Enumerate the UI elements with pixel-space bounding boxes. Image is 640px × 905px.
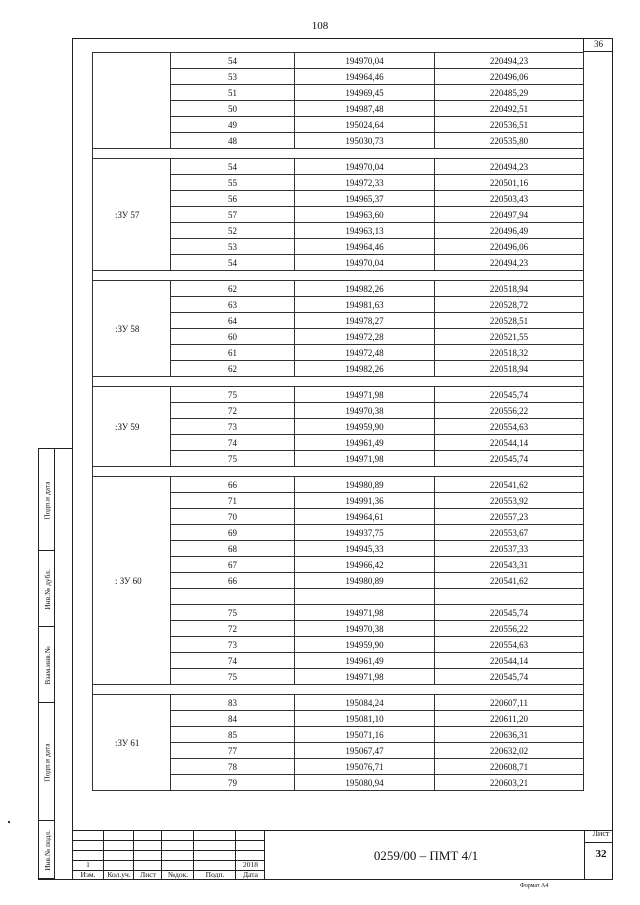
point-number: 73	[171, 637, 295, 653]
plot-label	[93, 53, 171, 149]
x-coordinate: 194970,38	[295, 403, 435, 419]
y-coordinate: 220553,92	[435, 493, 584, 509]
x-coordinate: 194961,49	[295, 653, 435, 669]
table-row	[93, 695, 584, 711]
side-label-text: Инв.№ дубл.	[42, 568, 52, 610]
x-coordinate: 194970,04	[295, 53, 435, 69]
x-coordinate: 195067,47	[295, 743, 435, 759]
point-number: 52	[171, 223, 295, 239]
separator-cell	[93, 271, 584, 281]
stamp-grid-cell	[194, 850, 236, 860]
point-number: 78	[171, 759, 295, 775]
point-number: 62	[171, 361, 295, 377]
stamp-grid-cell	[162, 860, 194, 870]
side-label-text: Подп.и дата	[42, 742, 52, 782]
x-coordinate: 194978,27	[295, 313, 435, 329]
y-coordinate: 220553,67	[435, 525, 584, 541]
y-coordinate: 220544,14	[435, 653, 584, 669]
y-coordinate: 220501,16	[435, 175, 584, 191]
y-coordinate: 220492,51	[435, 101, 584, 117]
separator-cell	[93, 685, 584, 695]
y-coordinate: 220556,22	[435, 621, 584, 637]
x-coordinate: 194970,38	[295, 621, 435, 637]
document-code: 0259/00 – ПМТ 4/1	[373, 848, 479, 863]
x-coordinate: 195024,64	[295, 117, 435, 133]
y-coordinate: 220485,29	[435, 85, 584, 101]
x-coordinate: 194963,13	[295, 223, 435, 239]
stamp-grid-cell	[104, 840, 134, 850]
stamp-grid-cell	[194, 830, 236, 840]
table-row	[93, 53, 584, 69]
point-number: 75	[171, 387, 295, 403]
x-coordinate: 194987,48	[295, 101, 435, 117]
page-number: 108	[311, 20, 329, 32]
side-label-text: Инв.№ подл.	[42, 829, 52, 871]
table-row	[93, 159, 584, 175]
side-label-text: Взам.инв.№	[42, 645, 52, 685]
point-number: 75	[171, 669, 295, 685]
point-number: 54	[171, 159, 295, 175]
point-number: 54	[171, 255, 295, 271]
y-coordinate: 220518,94	[435, 361, 584, 377]
x-coordinate: 195076,71	[295, 759, 435, 775]
point-number: 85	[171, 727, 295, 743]
sheet-number: 32	[595, 848, 607, 860]
point-number: 77	[171, 743, 295, 759]
x-coordinate: 194961,49	[295, 435, 435, 451]
separator-cell	[93, 467, 584, 477]
point-number: 71	[171, 493, 295, 509]
stamp-grid-cell	[72, 840, 104, 850]
y-coordinate: 220607,11	[435, 695, 584, 711]
point-number: 70	[171, 509, 295, 525]
side-label-text: Подп.и дата	[42, 480, 52, 520]
stamp-grid-cell	[162, 850, 194, 860]
point-number: 64	[171, 313, 295, 329]
y-coordinate: 220544,14	[435, 435, 584, 451]
margin-dot	[8, 821, 10, 823]
x-coordinate: 194971,98	[295, 387, 435, 403]
stamp-header: Изм.	[80, 870, 96, 879]
y-coordinate: 220503,43	[435, 191, 584, 207]
x-coordinate: 194964,46	[295, 239, 435, 255]
point-number: 75	[171, 605, 295, 621]
stamp-grid-cell	[104, 850, 134, 860]
point-number: 68	[171, 541, 295, 557]
point-number: 69	[171, 525, 295, 541]
y-coordinate: 220496,06	[435, 239, 584, 255]
group-separator	[93, 271, 584, 281]
x-coordinate: 194972,48	[295, 345, 435, 361]
group-separator	[93, 377, 584, 387]
side-label	[39, 821, 55, 879]
x-coordinate: 195080,94	[295, 775, 435, 791]
y-coordinate: 220535,80	[435, 133, 584, 149]
point-number: 60	[171, 329, 295, 345]
point-number: 63	[171, 297, 295, 313]
x-coordinate: 194991,36	[295, 493, 435, 509]
table-row	[93, 281, 584, 297]
x-coordinate: 194937,75	[295, 525, 435, 541]
stamp-grid-cell	[162, 830, 194, 840]
y-coordinate: 220494,23	[435, 159, 584, 175]
point-number: 72	[171, 403, 295, 419]
y-coordinate: 220611,20	[435, 711, 584, 727]
stamp-grid-cell	[194, 840, 236, 850]
point-number: 73	[171, 419, 295, 435]
stamp-grid-cell	[134, 850, 162, 860]
y-coordinate: 220496,49	[435, 223, 584, 239]
stamp-value: 1	[86, 860, 90, 869]
point-number: 61	[171, 345, 295, 361]
point-number: 79	[171, 775, 295, 791]
y-coordinate: 220494,23	[435, 255, 584, 271]
y-coordinate: 220545,74	[435, 669, 584, 685]
x-coordinate: 194980,89	[295, 477, 435, 493]
x-coordinate: 194971,98	[295, 451, 435, 467]
stamp-header: №док.	[167, 870, 189, 879]
plot-label: :ЗУ 61	[93, 695, 171, 791]
x-coordinate: 195030,73	[295, 133, 435, 149]
stamp-grid-cell	[162, 840, 194, 850]
point-number: 62	[171, 281, 295, 297]
x-coordinate: 194966,42	[295, 557, 435, 573]
stamp-grid-cell	[236, 830, 265, 840]
x-coordinate: 194970,04	[295, 159, 435, 175]
y-coordinate: 220545,74	[435, 605, 584, 621]
y-coordinate: 220543,31	[435, 557, 584, 573]
side-label	[39, 627, 55, 703]
stamp-grid-cell	[134, 830, 162, 840]
y-coordinate: 220557,23	[435, 509, 584, 525]
y-coordinate: 220521,55	[435, 329, 584, 345]
point-number: 55	[171, 175, 295, 191]
table-row	[93, 477, 584, 493]
x-coordinate: 195084,24	[295, 695, 435, 711]
y-coordinate: 220496,06	[435, 69, 584, 85]
point-number: 53	[171, 69, 295, 85]
side-label	[39, 449, 55, 551]
format-label: Формат А4	[520, 883, 549, 889]
y-coordinate: 220632,02	[435, 743, 584, 759]
y-coordinate: 220545,74	[435, 451, 584, 467]
point-number: 67	[171, 557, 295, 573]
table-row	[93, 387, 584, 403]
plot-label: :ЗУ 58	[93, 281, 171, 377]
x-coordinate: 194981,63	[295, 297, 435, 313]
point-number: 54	[171, 53, 295, 69]
plot-label: :ЗУ 59	[93, 387, 171, 467]
coordinates-table	[92, 52, 584, 791]
stamp-grid-cell	[72, 850, 104, 860]
side-label	[39, 551, 55, 627]
point-number: 74	[171, 653, 295, 669]
y-coordinate: 220545,74	[435, 387, 584, 403]
stamp-header: Дата	[243, 870, 258, 879]
x-coordinate: 194982,26	[295, 281, 435, 297]
side-label	[39, 703, 55, 821]
x-coordinate: 194964,46	[295, 69, 435, 85]
stamp-header: Подп.	[205, 870, 225, 879]
stamp-sheet-divider	[585, 842, 613, 843]
y-coordinate: 220554,63	[435, 419, 584, 435]
x-coordinate: 194945,33	[295, 541, 435, 557]
y-coordinate: 220494,23	[435, 53, 584, 69]
stamp-grid-cell	[236, 840, 265, 850]
point-number: 83	[171, 695, 295, 711]
x-coordinate: 194980,89	[295, 573, 435, 589]
plot-label: :ЗУ 57	[93, 159, 171, 271]
stamp-header: Лист	[140, 870, 156, 879]
x-coordinate: 194971,98	[295, 605, 435, 621]
stamp-grid-cell	[134, 840, 162, 850]
sheet-corner-number: 36	[583, 38, 613, 52]
group-separator	[93, 467, 584, 477]
stamp-grid-cell	[134, 860, 162, 870]
point-number: 53	[171, 239, 295, 255]
x-coordinate	[295, 589, 435, 605]
stamp-grid-cell	[72, 830, 104, 840]
x-coordinate: 194963,60	[295, 207, 435, 223]
y-coordinate: 220518,32	[435, 345, 584, 361]
x-coordinate: 194964,61	[295, 509, 435, 525]
x-coordinate: 194969,45	[295, 85, 435, 101]
y-coordinate: 220541,62	[435, 573, 584, 589]
y-coordinate: 220541,62	[435, 477, 584, 493]
sheet-label: Лист	[592, 829, 610, 838]
point-number: 75	[171, 451, 295, 467]
group-separator	[93, 685, 584, 695]
point-number: 56	[171, 191, 295, 207]
y-coordinate	[435, 589, 584, 605]
point-number: 49	[171, 117, 295, 133]
point-number: 51	[171, 85, 295, 101]
stamp-grid-cell	[104, 860, 134, 870]
x-coordinate: 194970,04	[295, 255, 435, 271]
x-coordinate: 194959,90	[295, 637, 435, 653]
y-coordinate: 220554,63	[435, 637, 584, 653]
point-number: 84	[171, 711, 295, 727]
y-coordinate: 220518,94	[435, 281, 584, 297]
stamp-header: Кол.уч.	[107, 870, 131, 879]
x-coordinate: 194972,28	[295, 329, 435, 345]
y-coordinate: 220528,51	[435, 313, 584, 329]
y-coordinate: 220528,72	[435, 297, 584, 313]
x-coordinate: 194971,98	[295, 669, 435, 685]
y-coordinate: 220556,22	[435, 403, 584, 419]
y-coordinate: 220536,51	[435, 117, 584, 133]
y-coordinate: 220537,33	[435, 541, 584, 557]
stamp-grid-cell	[194, 860, 236, 870]
y-coordinate: 220603,21	[435, 775, 584, 791]
x-coordinate: 194982,26	[295, 361, 435, 377]
point-number	[171, 589, 295, 605]
y-coordinate: 220497,94	[435, 207, 584, 223]
point-number: 72	[171, 621, 295, 637]
y-coordinate: 220636,31	[435, 727, 584, 743]
side-approval-strip	[38, 448, 72, 880]
separator-cell	[93, 377, 584, 387]
x-coordinate: 195081,10	[295, 711, 435, 727]
point-number: 66	[171, 573, 295, 589]
point-number: 74	[171, 435, 295, 451]
x-coordinate: 195071,16	[295, 727, 435, 743]
x-coordinate: 194972,33	[295, 175, 435, 191]
stamp-value: 2018	[243, 860, 258, 869]
x-coordinate: 194959,90	[295, 419, 435, 435]
separator-cell	[93, 149, 584, 159]
group-separator	[93, 149, 584, 159]
y-coordinate: 220608,71	[435, 759, 584, 775]
x-coordinate: 194965,37	[295, 191, 435, 207]
plot-label: : ЗУ 60	[93, 477, 171, 685]
stamp-grid-cell	[236, 850, 265, 860]
point-number: 48	[171, 133, 295, 149]
point-number: 57	[171, 207, 295, 223]
point-number: 66	[171, 477, 295, 493]
point-number: 50	[171, 101, 295, 117]
stamp-grid-cell	[104, 830, 134, 840]
